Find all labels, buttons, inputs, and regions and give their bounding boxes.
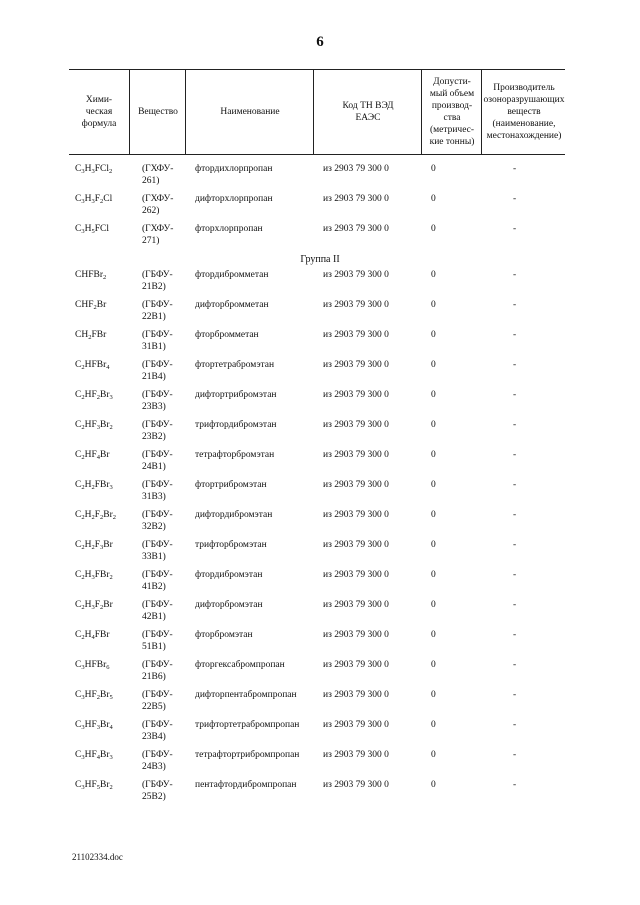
table-row bbox=[0, 539, 640, 569]
cell-substance: (ГБФУ- 42В1) bbox=[142, 600, 173, 622]
cell-name: дифтордибромэтан bbox=[195, 510, 273, 520]
cell-substance: (ГБФУ- 31В1) bbox=[142, 330, 173, 352]
cell-name: трифторбромэтан bbox=[195, 540, 267, 550]
cell-name: трифтордибромэтан bbox=[195, 420, 277, 430]
cell-volume: 0 bbox=[431, 164, 436, 174]
cell-substance: (ГХФУ- 262) bbox=[142, 194, 174, 216]
header-producer: Производитель озоноразрушающих веществ (наименование, местонахождение) bbox=[481, 70, 566, 154]
table-row bbox=[0, 329, 640, 359]
cell-name: дифторбромметан bbox=[195, 300, 269, 310]
cell-code: из 2903 79 300 0 bbox=[323, 270, 389, 280]
cell-substance: (ГХФУ- 271) bbox=[142, 224, 174, 246]
cell-formula: $C_3H_3F_2Cl$ bbox=[75, 194, 113, 205]
cell-formula: $CHF_2Br$ bbox=[75, 300, 107, 311]
header-formula: Хими- ческая формула bbox=[81, 95, 117, 129]
cell-volume: 0 bbox=[431, 224, 436, 234]
cell-code: из 2903 79 300 0 bbox=[323, 300, 389, 310]
cell-substance: (ГБФУ- 32В2) bbox=[142, 510, 173, 532]
cell-formula: $C_2HF_4Br$ bbox=[75, 450, 110, 461]
cell-volume: 0 bbox=[431, 480, 436, 490]
cell-producer: - bbox=[513, 270, 517, 280]
table-row bbox=[0, 479, 640, 509]
group-1-rows bbox=[0, 163, 640, 253]
cell-volume: 0 bbox=[431, 420, 436, 430]
table-row bbox=[0, 449, 640, 479]
cell-producer: - bbox=[513, 360, 517, 370]
cell-substance: (ГБФУ- 22В5) bbox=[142, 690, 173, 712]
table-row bbox=[0, 509, 640, 539]
cell-producer: - bbox=[513, 390, 517, 400]
cell-name: пентафтордибромпропан bbox=[195, 780, 297, 790]
cell-substance: (ГБФУ- 24В1) bbox=[142, 450, 173, 472]
cell-formula: $C_3HF_5Br_2$ bbox=[75, 780, 113, 791]
cell-producer: - bbox=[513, 600, 517, 610]
cell-name: дифторбромэтан bbox=[195, 600, 263, 610]
table-row bbox=[0, 389, 640, 419]
cell-producer: - bbox=[513, 194, 517, 204]
cell-code: из 2903 79 300 0 bbox=[323, 690, 389, 700]
cell-producer: - bbox=[513, 540, 517, 550]
table-row bbox=[0, 659, 640, 689]
table-row bbox=[0, 299, 640, 329]
cell-formula: $C_2H_2F_2Br_2$ bbox=[75, 510, 117, 521]
cell-substance: (ГБФУ- 22В1) bbox=[142, 300, 173, 322]
cell-name: фторбромэтан bbox=[195, 630, 253, 640]
cell-name: фторхлорпропан bbox=[195, 224, 263, 234]
cell-formula: $CH_2FBr$ bbox=[75, 330, 107, 341]
cell-substance: (ГБФУ- 33В1) bbox=[142, 540, 173, 562]
cell-name: дифтортрибромэтан bbox=[195, 390, 277, 400]
table-row bbox=[0, 419, 640, 449]
cell-formula: $C_3HF_3Br_4$ bbox=[75, 720, 113, 731]
cell-formula: $C_3H_3FCl_2$ bbox=[75, 164, 113, 175]
cell-volume: 0 bbox=[431, 270, 436, 280]
cell-volume: 0 bbox=[431, 194, 436, 204]
cell-name: тетрафтортрибромпропан bbox=[195, 750, 300, 760]
cell-producer: - bbox=[513, 780, 517, 790]
cell-name: фторбромметан bbox=[195, 330, 259, 340]
cell-volume: 0 bbox=[431, 630, 436, 640]
cell-volume: 0 bbox=[431, 540, 436, 550]
cell-name: фтордибромметан bbox=[195, 270, 269, 280]
cell-formula: $C_2H_4FBr$ bbox=[75, 630, 110, 641]
cell-name: фторгексабромпропан bbox=[195, 660, 285, 670]
cell-substance: (ГБФУ- 41В2) bbox=[142, 570, 173, 592]
cell-volume: 0 bbox=[431, 690, 436, 700]
cell-producer: - bbox=[513, 660, 517, 670]
table-row bbox=[0, 359, 640, 389]
cell-volume: 0 bbox=[431, 390, 436, 400]
cell-substance: (ГБФУ- 21В2) bbox=[142, 270, 173, 292]
cell-code: из 2903 79 300 0 bbox=[323, 390, 389, 400]
cell-formula: $C_2HFBr_4$ bbox=[75, 360, 110, 371]
cell-name: трифтортетрабромпропан bbox=[195, 720, 300, 730]
cell-volume: 0 bbox=[431, 660, 436, 670]
cell-formula: $C_2H_2FBr_3$ bbox=[75, 480, 113, 491]
table-row bbox=[0, 599, 640, 629]
cell-volume: 0 bbox=[431, 300, 436, 310]
cell-substance: (ГХФУ- 261) bbox=[142, 164, 174, 186]
cell-name: дифторпентабромпропан bbox=[195, 690, 297, 700]
document-filename: 21102334.doc bbox=[72, 852, 123, 862]
table-row bbox=[0, 629, 640, 659]
cell-formula: $C_2H_3F_2Br$ bbox=[75, 600, 113, 611]
table-row bbox=[0, 569, 640, 599]
cell-volume: 0 bbox=[431, 450, 436, 460]
header-volume: Допусти- мый объем производ- ства (метричес- кие тонны) bbox=[421, 70, 482, 154]
cell-producer: - bbox=[513, 224, 517, 234]
cell-substance: (ГБФУ- 23В2) bbox=[142, 420, 173, 442]
cell-producer: - bbox=[513, 164, 517, 174]
cell-volume: 0 bbox=[431, 720, 436, 730]
cell-code: из 2903 79 300 0 bbox=[323, 750, 389, 760]
cell-code: из 2903 79 300 0 bbox=[323, 540, 389, 550]
table-row bbox=[0, 779, 640, 809]
cell-substance: (ГБФУ- 25В2) bbox=[142, 780, 173, 802]
header-name: Наименование bbox=[185, 70, 314, 154]
cell-name: дифторхлорпропан bbox=[195, 194, 273, 204]
cell-code: из 2903 79 300 0 bbox=[323, 630, 389, 640]
cell-producer: - bbox=[513, 720, 517, 730]
cell-formula: $C_2H_3FBr_2$ bbox=[75, 570, 113, 581]
cell-producer: - bbox=[513, 690, 517, 700]
cell-code: из 2903 79 300 0 bbox=[323, 720, 389, 730]
cell-code: из 2903 79 300 0 bbox=[323, 420, 389, 430]
header-substance: Вещество bbox=[129, 70, 186, 154]
cell-formula: $C_3HF_4Br_3$ bbox=[75, 750, 113, 761]
table-row bbox=[0, 223, 640, 253]
group-2-rows bbox=[0, 269, 640, 809]
cell-name: фтортрибромэтан bbox=[195, 480, 267, 490]
page-number: 6 bbox=[316, 34, 324, 50]
table-row bbox=[0, 689, 640, 719]
cell-code: из 2903 79 300 0 bbox=[323, 224, 389, 234]
cell-volume: 0 bbox=[431, 360, 436, 370]
group-2-heading: Группа II bbox=[300, 254, 340, 265]
table-row bbox=[0, 719, 640, 749]
cell-code: из 2903 79 300 0 bbox=[323, 780, 389, 790]
cell-volume: 0 bbox=[431, 330, 436, 340]
cell-producer: - bbox=[513, 330, 517, 340]
cell-substance: (ГБФУ- 23В3) bbox=[142, 390, 173, 412]
cell-code: из 2903 79 300 0 bbox=[323, 330, 389, 340]
cell-volume: 0 bbox=[431, 780, 436, 790]
cell-volume: 0 bbox=[431, 570, 436, 580]
cell-code: из 2903 79 300 0 bbox=[323, 480, 389, 490]
cell-formula: CHFBr$_2$ bbox=[75, 270, 107, 281]
cell-substance: (ГБФУ- 31В3) bbox=[142, 480, 173, 502]
cell-substance: (ГБФУ- 21В4) bbox=[142, 360, 173, 382]
cell-name: тетрафторбромэтан bbox=[195, 450, 275, 460]
cell-producer: - bbox=[513, 570, 517, 580]
cell-name: фтордибромэтан bbox=[195, 570, 263, 580]
cell-producer: - bbox=[513, 480, 517, 490]
cell-code: из 2903 79 300 0 bbox=[323, 194, 389, 204]
cell-name: фтордихлорпропан bbox=[195, 164, 273, 174]
table-body bbox=[0, 163, 640, 809]
cell-producer: - bbox=[513, 420, 517, 430]
cell-formula: $C_2HF_3Br_2$ bbox=[75, 420, 113, 431]
table-header bbox=[69, 69, 565, 155]
header-code: Код ТН ВЭД ЕАЭС bbox=[313, 70, 422, 154]
cell-code: из 2903 79 300 0 bbox=[323, 660, 389, 670]
cell-name: фтортетрабромэтан bbox=[195, 360, 275, 370]
cell-substance: (ГБФУ- 21В6) bbox=[142, 660, 173, 682]
cell-code: из 2903 79 300 0 bbox=[323, 600, 389, 610]
table-row bbox=[0, 193, 640, 223]
cell-substance: (ГБФУ- 51В1) bbox=[142, 630, 173, 652]
cell-producer: - bbox=[513, 300, 517, 310]
cell-producer: - bbox=[513, 510, 517, 520]
cell-code: из 2903 79 300 0 bbox=[323, 360, 389, 370]
table-row bbox=[0, 749, 640, 779]
cell-code: из 2903 79 300 0 bbox=[323, 450, 389, 460]
cell-producer: - bbox=[513, 750, 517, 760]
cell-code: из 2903 79 300 0 bbox=[323, 164, 389, 174]
cell-substance: (ГБФУ- 24В3) bbox=[142, 750, 173, 772]
table-row bbox=[0, 163, 640, 193]
table-row bbox=[0, 269, 640, 299]
cell-volume: 0 bbox=[431, 750, 436, 760]
cell-formula: $C_3HFBr_6$ bbox=[75, 660, 110, 671]
cell-formula: $C_3HF_2Br_5$ bbox=[75, 690, 113, 701]
cell-producer: - bbox=[513, 450, 517, 460]
cell-formula: $C_2H_2F_3Br$ bbox=[75, 540, 113, 551]
cell-producer: - bbox=[513, 630, 517, 640]
cell-substance: (ГБФУ- 23В4) bbox=[142, 720, 173, 742]
cell-volume: 0 bbox=[431, 600, 436, 610]
cell-formula: $C_2HF_2Br_3$ bbox=[75, 390, 113, 401]
cell-code: из 2903 79 300 0 bbox=[323, 570, 389, 580]
cell-code: из 2903 79 300 0 bbox=[323, 510, 389, 520]
cell-formula: $C_3H_5FCl$ bbox=[75, 224, 109, 235]
cell-volume: 0 bbox=[431, 510, 436, 520]
